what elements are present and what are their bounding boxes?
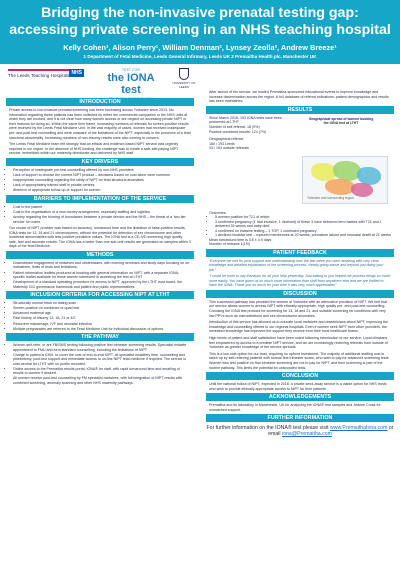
right-intro-text: After launch of the service, we hosted Premaitha-sponsored educational events to improve knowledge and increase dissemination across the region. A full database of referral indications, patient demographics and results has been maintained. — [209, 90, 389, 104]
redraws: Number of redraws 1(1%) — [209, 242, 251, 247]
methods-list — [13, 261, 191, 289]
nhs-badge: NHS — [71, 70, 82, 76]
further-info-mid: or email — [268, 425, 394, 438]
list-item: • Online access to the Premaitha results portal, IONA® for staff, with rapid turnaround time and emailing of results to women if desired. — [13, 367, 191, 376]
barriers-text: Our choice of NIPT provider was based on accuracy, turnaround time and the limitation of false-positive results. IONA tests for 13, 18 and 21 chromosomes, without the potential for detection of sex chromosome and other incidental abnormalities with less positive predictive values. The IONA test is a CE-IVD screening high quality safe, fast and accurate results. The IONA has a better than one sub-unit results are generated on samples within 3 days of the fetal Medicine. — [9, 226, 191, 249]
results-stat: Number of self-referral: 18 (9%) — [209, 124, 260, 129]
affiliations: 1 Department of Fetal Medicine, Leeds General Infirmary, Leeds UK 2 Premaitha Health plc, Manchester UK — [83, 54, 317, 59]
leeds-hospitals-logo — [8, 69, 82, 91]
introduction-text-2: The Leeds Fetal Medicine team felt strongly that an ethical and evidence-based NIPT service was urgently required in our region. In the absence of NHS funding, the challenge was to create a safe self-paying NIPT service, embedded within our maternity directorate and delivered by NHS staff. — [9, 142, 179, 156]
list-item: • Anxiety regarding the blurring of boundaries between a private service and the NHS – the threat of a 'two-tier service' for users — [13, 215, 191, 224]
list-item: • Downstream engagement of midwives and obstetricians, with evening seminars and study days focusing on on indications, limits of tests and limitations. — [13, 261, 191, 270]
feedback-quote-1: "Everyone we met for post support and understanding over the last week you were amazing with very clear knowledge and detailed explanation of the screening process, clearly going above and beyond just doing your job." — [209, 258, 384, 272]
inclusion-list — [13, 301, 191, 331]
geo-stat: 33 / 193 outside referrals — [209, 146, 249, 151]
list-item: • Multiple pregnancies are referred to the Fetal Medicine Unit for individual discussion of options. — [13, 327, 191, 332]
map-note: Yorkshire and surrounding region — [307, 195, 354, 200]
geo-stat: 160 / 193 Leeds — [209, 141, 235, 146]
feedback-heading: PATIENT FEEDBACK — [206, 249, 394, 257]
results-row — [206, 114, 394, 210]
list-item: • Patient information leaflets produced at booking with general information on NIPT, with a separate IONA-specific leaflet available for those women interested in accessing the test at LTHT — [13, 271, 191, 280]
conclusion-text: Until the national rollout of NIPT, expected in 2018, a private send-away service is a viable option for NHS trusts who wish to provide ethically appropriate access to NIPT for their patients. — [209, 382, 387, 391]
results-heading: RESULTS — [206, 106, 394, 114]
discussion-heading: DISCUSSION — [206, 290, 394, 298]
inclusion-heading: INCLUSION CRITERIA FOR ACCESSING NIPT AT LTHT — [6, 291, 194, 299]
list-item: • All women receive post-test counselling by FM specialist midwives, with full integration of NIPT results with combined screening, anomaly scanning and other NHS maternity pathways. — [13, 376, 191, 385]
discussion-text-3: High levels of patient and staff satisfaction have been noted following introduction of our service. Local clinicians feel empowered by access to a credible NIPT service, and we are increasingly receiving referrals from outside of Yorkshire as greater knowledge of the service spreads. — [209, 335, 388, 350]
turnaround-time: Mean turnaround time is 3.6 ± 0.9 days — [209, 237, 272, 242]
list-item: • 1 declined invasive test – ruptured membranes at 20 weeks, premature labour and neonatal death at 21 weeks — [215, 233, 391, 238]
outcomes — [209, 211, 391, 247]
pathway-heading: THE PATHWAY — [6, 333, 194, 341]
feedback-quote-2: "I could be more to say thankyou for all your help yesterday. Just talking to you helped me process things so much more easily. You have given us so much more information than stuff from anywhere else and we are thrilled to have the IONA. Thank you so much for your time it was very much appreciated." — [209, 274, 391, 288]
further-info-heading: FURTHER INFORMATION — [206, 414, 394, 422]
list-item: • Recurrent miscarriage, IVF and neonatal infection — [13, 322, 191, 327]
iona-logo — [100, 68, 162, 96]
list-item: • Development of a standard operating procedure for access to NIPT, approved by the LTHT trust board, the Maternity CIG governance framework and patient and public representatives. — [13, 280, 191, 289]
poster-title — [0, 0, 400, 39]
list-item: • Past history of trisomy 13, 18, 21 or 4/2 — [13, 316, 191, 321]
list-item: • 3 confirmed pregnancy (1 had invasive, 1 declined) of these 3 have delivered term babies with T21 and 1 delivered 32 weeks and baby died — [215, 220, 391, 229]
list-item: • 4 confirmed on invasive testing – 1 TOP, 1 continued pregnancy — [215, 229, 391, 234]
figure-caption: Geographical spread of women booking the IONA test at LTHT — [308, 116, 374, 125]
discussion-text-4: This is a low-cost option for our trust, requiring no upfront investment. The majority of additional staffing cost is taken up by self-referring patients with normal first trimester scans, who wish to pay for advanced screening tests. Women who test positive on first trimester screening are not to pay for NIPT, and their screening is part of the routine pathway. This limits the potential for unbounded tests. — [209, 351, 390, 370]
logo-strip — [8, 66, 200, 96]
acknowledgements-heading: ACKNOWLEDGEMENTS — [206, 393, 394, 401]
geographic-figure — [298, 116, 392, 206]
map-region — [351, 183, 373, 197]
left-column — [6, 96, 194, 387]
outcomes-lead: • 5 women positive for T21 of which: — [215, 215, 391, 220]
university-logo-text: UNIVERSITY OF LEEDS — [172, 81, 196, 89]
title-line-2: accessing private screening in an NHS teaching hospital — [9, 22, 391, 38]
results-stat: Positive combined results: 124 (7%) — [209, 129, 267, 134]
key-drivers-heading: KEY DRIVERS — [6, 158, 194, 166]
university-logo — [168, 68, 200, 92]
email-link[interactable]: iona@Premaitha.com — [281, 431, 332, 438]
acknowledgements-text: Premaitha and its laboratory in Manchester, UK for analysing the IONA® test samples and Jeanne Cross for unmatched support. — [209, 403, 381, 412]
list-item: • Inappropriate counselling regarding the utility of NIPT for fetal structural anomalies — [13, 178, 191, 183]
list-item: • Charge to patient is £300, to cover the cost of end-to-end NIPT, all specialist midwifery time, counselling and phlebotomy, post-test support and immediate access to on-line NIPT fetal medicine if required. The service is cost-neutral for LTHT with no profits recorded. — [13, 353, 191, 367]
list-item: • Lack of appropriately trained staff in private centres — [13, 183, 191, 188]
list-item: • Cost to the organisation of a new-money arrangement, especially staffing and logistics — [13, 210, 191, 215]
poster-header — [0, 0, 400, 64]
list-item: • Cost to the patient — [13, 205, 191, 210]
referral-map — [302, 156, 388, 204]
discussion-text-2: Introduction of this service has allowed us to educate local midwives and obstetricians about NIPT, improving the knowledge and counselling offered to our regional hospitals. Even if women seek NIPT from other providers, the increased knowledge has improved the support they receive from their local healthcare teams. — [209, 320, 388, 334]
methods-heading: METHODS — [6, 251, 194, 259]
barriers-heading: BARRIERS TO IMPLEMENTATION OF THE SERVICE — [6, 195, 194, 203]
results-stats — [206, 114, 298, 210]
conclusion-heading: CONCLUSION — [206, 372, 394, 380]
results-stat: Since March 2016, 193 IONA tests have been performed at LTHT — [209, 115, 282, 125]
introduction-heading: INTRODUCTION — [6, 98, 194, 106]
authors: Kelly Cohen¹, Alison Perry¹, William Denman², Lynsey Zeolla², Andrew Breeze¹ — [63, 43, 337, 52]
outcomes-label: Outcomes: — [209, 210, 227, 215]
list-item: • Lack of support to choose the correct NIPT product – decisions based on cost alone were common — [13, 173, 191, 178]
list-item: • Women self-refer, or are FB/SMS texting following positive first trimester screening results. Specialist midwife appointment to FMU and form standard counselling, including the limitations of NIPT. — [13, 343, 191, 352]
discussion-text-1: This successful pathway has provided the women of Yorkshire with an alternative provision of NIPT. We feel that our service allows women to access NIPT with ethically appropriate, high quality pre- and post-test counselling. Choosing the IONA test protocol for screening for 13, 18 and 21, and suitable screening for conditions with very low PPVs such as microdeletions and sex chromosome anomalies. — [209, 299, 388, 318]
geo-label: Geographical referral: — [209, 137, 244, 142]
iona-logo-big: the IONA test — [107, 72, 155, 96]
list-item: • Screen-positive on combined or quad test — [13, 306, 191, 311]
title-line-1: Bridging the non-invasive prenatal testing gap: — [41, 5, 359, 21]
introduction-text-1: Private access to non-invasive prenatal screening has been increasing across Yorkshire since 2013. No information regarding these patients has been collected by either the commercial companies or the NHS units at which they are booked, and it is not clear how many women access or are neglect on accessing private NIPT or their reasons for doing so. Within the same time frame, increasing numbers of referrals for screen-positive results were received by the Leeds Fetal Medicine Unit. In the vast majority of cases, women had received inadequate pre- and post-test counselling and were unaware of the limitations of the NIPT, especially in the presence of a fetal structural abnormality. Increasing numbers of non-trisomy results were also coming to concern. — [9, 108, 191, 140]
iona-logo-small: TEST FOR — [121, 68, 141, 72]
list-item: • Structurally normal fetus on dating scan — [13, 301, 191, 306]
barriers-list — [13, 205, 191, 224]
list-item: • Perception of inadequate pre-test counselling offered by non-NHS providers — [13, 168, 191, 173]
further-info-prefix: For further information on the IONA® test please visit — [206, 425, 329, 432]
leeds-hospitals-logo-text: The Leeds Teaching Hospitals — [8, 73, 70, 78]
list-item: • Advanced maternal age — [13, 311, 191, 316]
further-info-text — [206, 425, 394, 437]
right-column — [206, 88, 394, 437]
pathway-list — [13, 343, 191, 385]
website-link[interactable]: www.PremaithaIona.com — [330, 425, 388, 432]
crest-icon — [179, 68, 189, 80]
key-drivers-list — [13, 168, 191, 193]
list-item: • Absence of appropriate follow-up or support for women — [13, 188, 191, 193]
